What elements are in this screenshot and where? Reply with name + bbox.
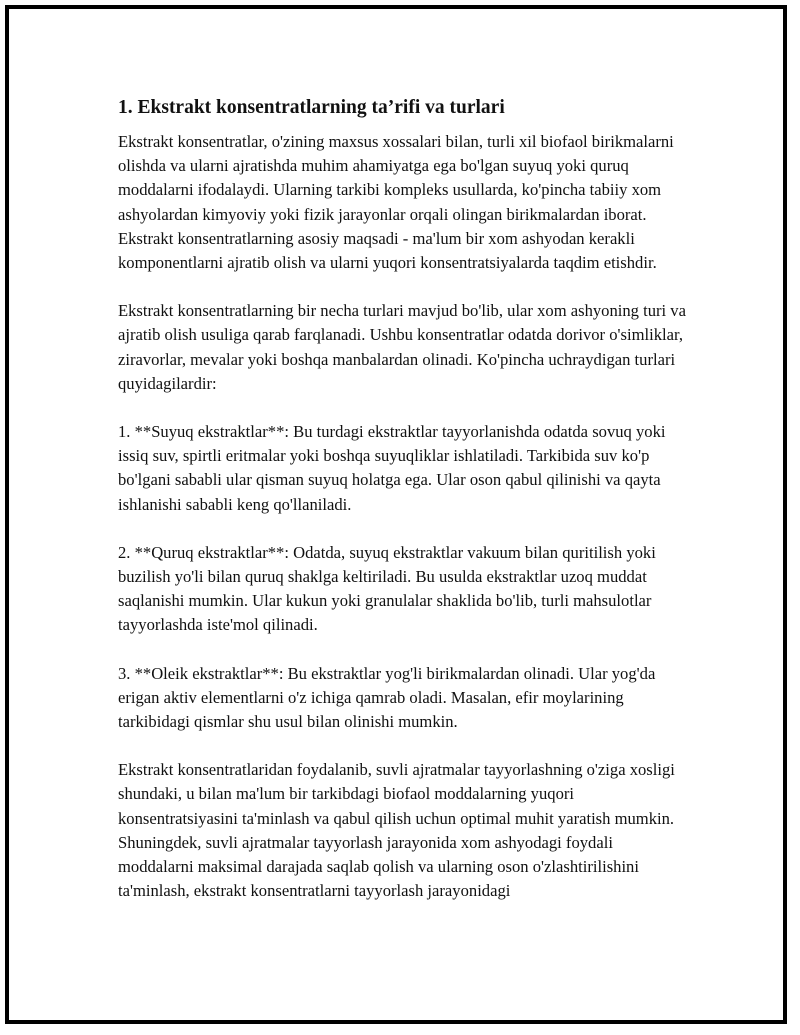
paragraph-aqueous-extracts: Ekstrakt konsentratlaridan foydalanib, suvli ajratmalar tayyorlashning o'ziga xosligi shundaki, u bilan ma'lum bir tarkibdagi biofaol moddalarning yuqori konsentratsiyasini ta'minlash va qabul qilish uchun optimal muhit yaratish mumkin. Shuningdek, suvli ajratmalar tayyorlash jarayonida xom ashyodagi foydali moddalarni maksimal darajada saqlab qolish va ularning oson o'zlashtirilishini ta'minlash, ekstrakt konsentratlarni tayyorlash jarayonidagi	[118, 760, 675, 901]
paragraph-dry-extracts: 2. **Quruq ekstraktlar**: Odatda, suyuq ekstraktlar vakuum bilan quritilish yoki buzilish yo'li bilan quruq shaklga keltiriladi. Bu usulda ekstraktlar uzoq muddat saqlanishi mumkin. Ular kukun yoki granulalar shaklida bo'lib, turli mahsulotlar tayyorlashda iste'mol qilinadi.	[118, 542, 656, 635]
paragraph-oleic-extracts: 3. **Oleik ekstraktlar**: Bu ekstraktlar yog'li birikmalardan olinadi. Ular yog'da erigan aktiv elementlarni o'z ichiga qamrab oladi. Masalan, efir moylarining tarkibidagi qismlar shu usul bilan olinishi mumkin.	[118, 663, 656, 732]
section-heading: 1. Ekstrakt konsentratlarning ta’rifi va turlari	[118, 97, 505, 118]
paragraph-definition: Ekstrakt konsentratlar, o'zining maxsus xossalari bilan, turli xil biofaol birikmalarni olishda va ularni ajratishda muhim ahamiyatga ega bo'lgan suyuq yoki quruq moddalarni ifodalaydi. Ularning tarkibi kompleks usullarda, ko'pincha tabiiy xom ashyolardan kimyoviy yoki fizik jarayonlar orqali olingan birikmalardan iborat. Ekstrakt konsentratlarning asosiy maqsadi - ma'lum bir xom ashyodan kerakli komponentlarni ajratib olish va ularni yuqori konsentratsiyalarda taqdim etishdir.	[118, 132, 674, 273]
paragraph-liquid-extracts: 1. **Suyuq ekstraktlar**: Bu turdagi ekstraktlar tayyorlanishda odatda sovuq yoki issiq suv, spirtli eritmalar yoki boshqa suyuqliklar ishlatiladi. Tarkibida suv ko'p bo'lgani sababli ular qisman suyuq holatga ega. Ular oson qabul qilinishi va qayta ishlanishi sababli keng qo'llaniladi.	[118, 422, 666, 514]
document-body	[118, 96, 688, 927]
paragraph-types-intro: Ekstrakt konsentratlarning bir necha turlari mavjud bo'lib, ular xom ashyoning turi va ajratib olish usuliga qarab farqlanadi. Ushbu konsentratlar odatda dorivor o'simliklar, ziravorlar, mevalar yoki boshqa manbalardan olinadi. Ko'pincha uchraydigan turlari quyidagilardir:	[118, 301, 686, 393]
